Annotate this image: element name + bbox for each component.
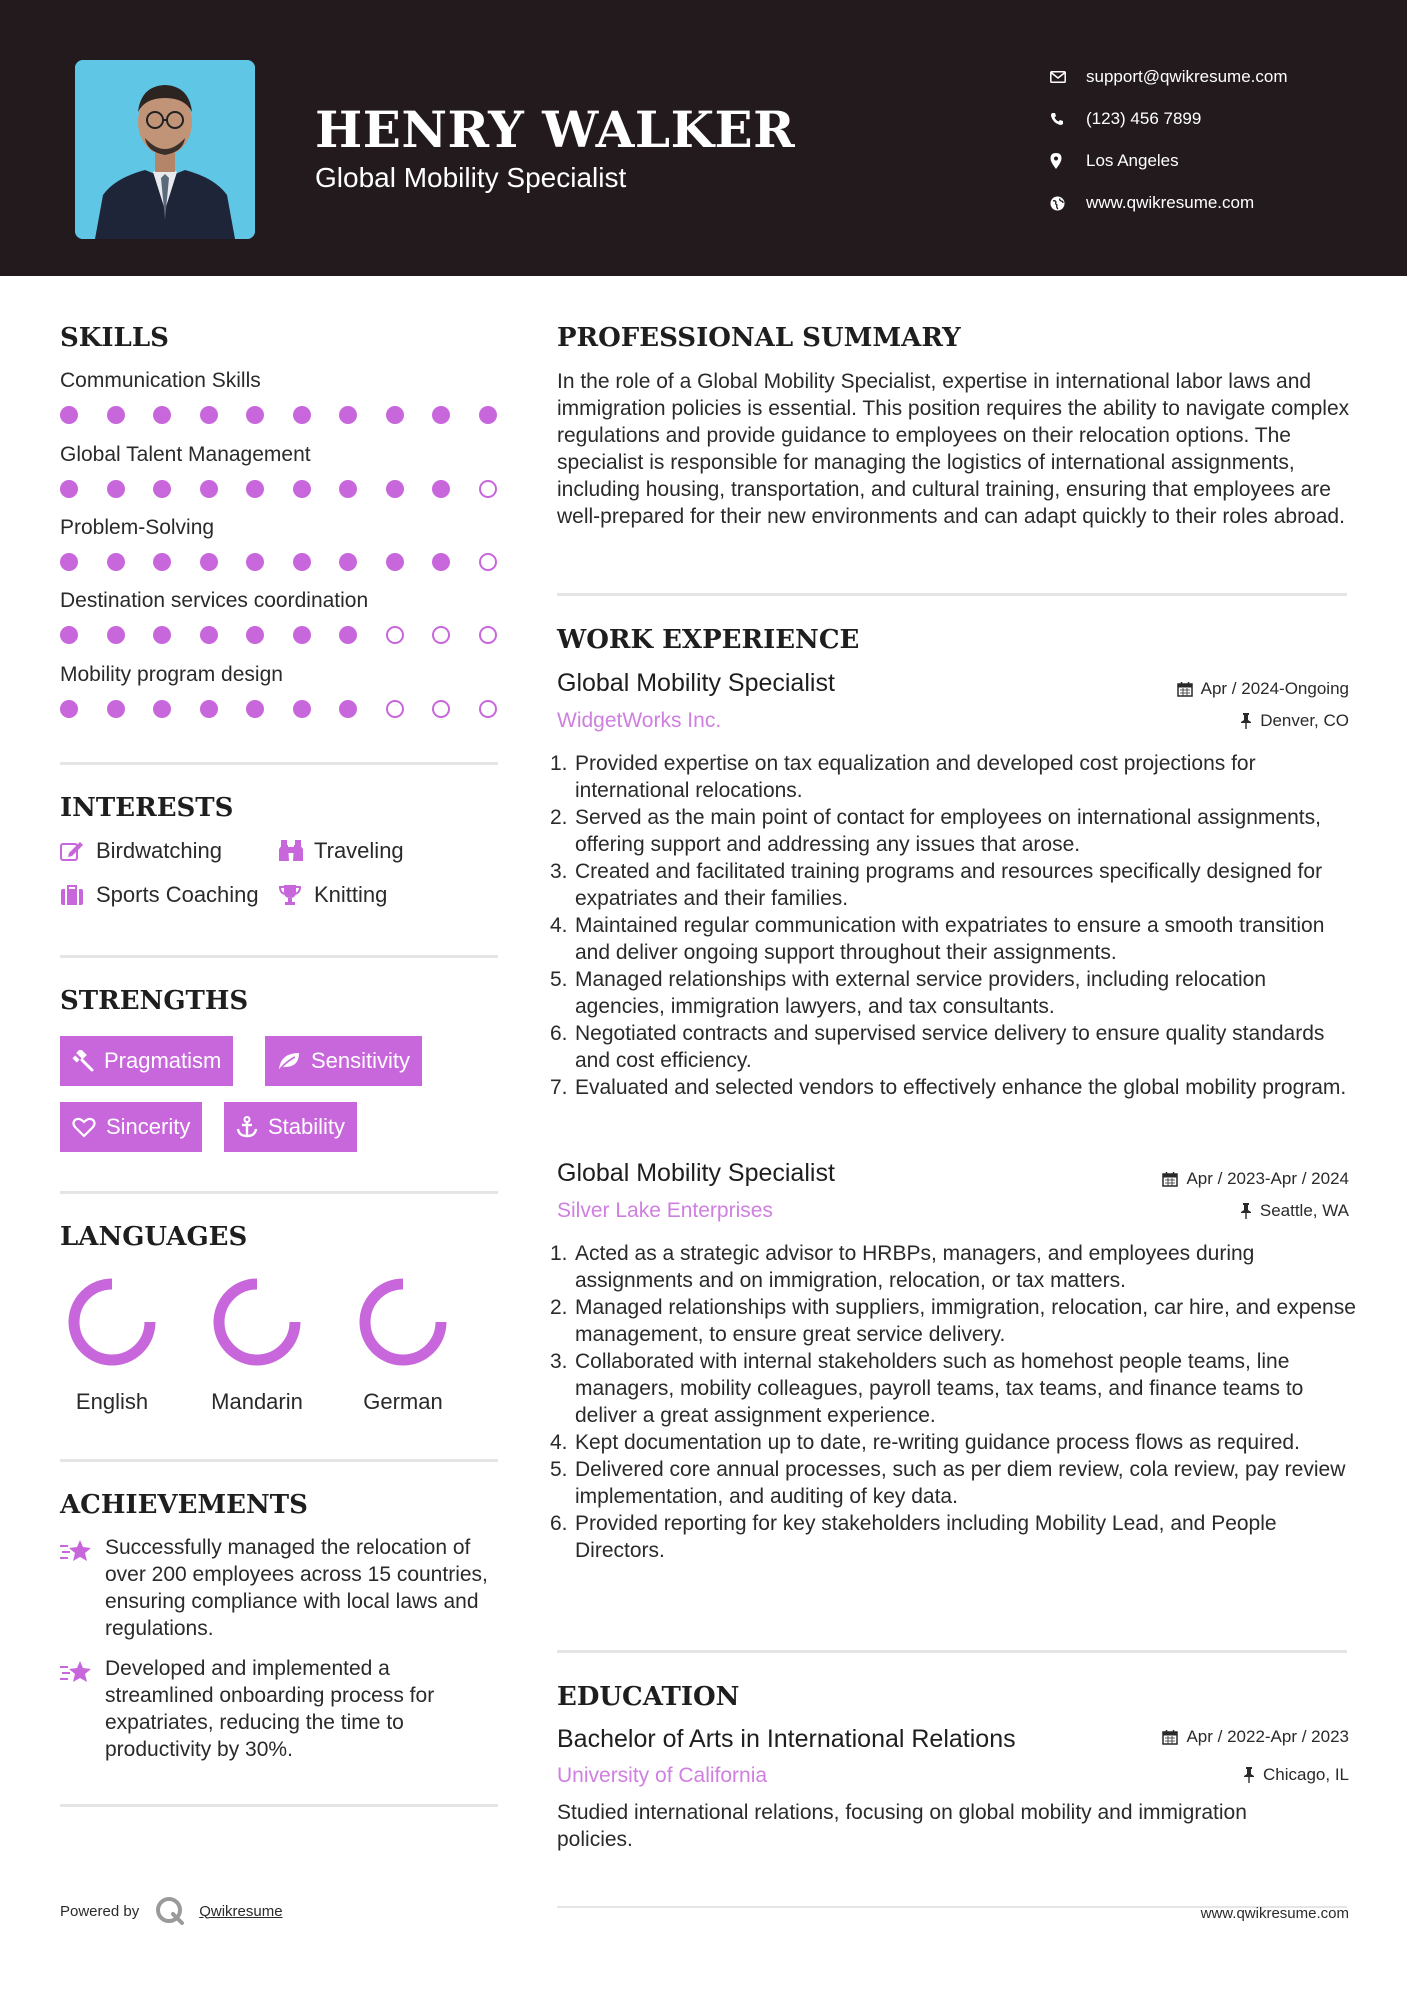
job-location-text: Denver, CO xyxy=(1260,711,1349,730)
skill-dot-empty xyxy=(479,626,497,644)
list-item: 6. Negotiated contracts and supervised service delivery to ensure quality standards and cost efficiency. xyxy=(550,1022,1325,1072)
skill-dot-empty xyxy=(479,700,497,718)
pushpin-icon xyxy=(1243,1767,1255,1783)
skill-dot-filled xyxy=(107,553,125,571)
list-item: 5. Managed relationships with external service providers, including relocation agencies, immigration lawyers, and tax consultants. xyxy=(550,968,1267,1018)
achievements-heading: ACHIEVEMENTS xyxy=(60,1490,308,1520)
skill-dot-filled xyxy=(479,406,497,424)
phone-icon xyxy=(1050,112,1086,126)
strength-tag xyxy=(224,1102,357,1152)
interest-item xyxy=(278,838,404,864)
achievement-text: Developed and implemented a streamlined onboarding process for expatriates, reducing the time to productivity by 30%. xyxy=(105,1657,435,1761)
strength-label: Sensitivity xyxy=(311,1048,411,1073)
skill-dot-filled xyxy=(246,700,264,718)
education-dates-text: Apr / 2022-Apr / 2023 xyxy=(1186,1727,1349,1746)
language-label: German xyxy=(363,1389,443,1414)
skill-dot-filled xyxy=(339,700,357,718)
skill-rating xyxy=(60,698,500,718)
strength-label: Pragmatism xyxy=(104,1048,222,1073)
skill-dot-empty xyxy=(479,553,497,571)
company-name: Silver Lake Enterprises xyxy=(557,1199,773,1222)
contact-website[interactable] xyxy=(1050,182,1390,224)
interest-label: Knitting xyxy=(314,882,388,907)
section-divider xyxy=(60,955,498,958)
briefcase-icon xyxy=(60,884,96,906)
interest-item xyxy=(60,838,222,864)
contact-email[interactable] xyxy=(1050,56,1390,98)
skill-rating xyxy=(60,478,500,498)
section-divider xyxy=(60,1804,498,1807)
contact-email-text: support@qwikresume.com xyxy=(1086,67,1288,86)
education-description: Studied international relations, focusing on global mobility and immigration policies. xyxy=(557,1801,1247,1851)
pencil-square-icon xyxy=(60,840,96,862)
skill-dot-filled xyxy=(293,626,311,644)
language-label: English xyxy=(75,1389,149,1414)
language-level-arc xyxy=(74,1284,150,1360)
section-divider xyxy=(60,1459,498,1462)
skill-dot-empty xyxy=(432,626,450,644)
interest-label: Traveling xyxy=(314,838,404,863)
section-divider xyxy=(557,593,1347,596)
anchor-icon xyxy=(236,1116,258,1138)
skill-label: Mobility program design xyxy=(60,663,283,686)
powered-by-text: Powered by xyxy=(60,1902,140,1920)
language-item xyxy=(353,1272,453,1414)
skill-dot-filled xyxy=(386,553,404,571)
skill-dot-filled xyxy=(200,700,218,718)
list-item: 1. Acted as a strategic advisor to HRBPs, managers, and employees during assignments and on immigration, relocation, or tax matters. xyxy=(550,1242,1255,1292)
strength-label: Stability xyxy=(268,1114,346,1139)
list-item: 5. Delivered core annual processes, such as per diem review, cola review, pay review implementation, and auditing of key data. xyxy=(550,1458,1346,1508)
contact-phone-text: (123) 456 7899 xyxy=(1086,109,1202,128)
job-location xyxy=(1240,1201,1349,1221)
skill-dot-filled xyxy=(107,480,125,498)
calendar-icon xyxy=(1162,1171,1178,1187)
pushpin-icon xyxy=(1240,1203,1252,1219)
language-level-ring xyxy=(353,1272,453,1372)
education-heading: EDUCATION xyxy=(557,1682,740,1712)
skill-dot-filled xyxy=(107,626,125,644)
section-divider xyxy=(60,1191,498,1194)
skills-heading: SKILLS xyxy=(60,323,169,353)
language-item xyxy=(62,1272,162,1414)
skill-label: Destination services coordination xyxy=(60,589,369,612)
interest-label: Sports Coaching xyxy=(96,882,259,907)
list-item: 3. Created and facilitated training programs and resources specifically designed for expatriates and their families. xyxy=(550,860,1323,910)
list-item: 1. Provided expertise on tax equalization and developed cost projections for international relocations. xyxy=(550,752,1256,802)
skill-dot-filled xyxy=(246,406,264,424)
list-item: 2. Managed relationships with suppliers, immigration, relocation, car hire, and expense management, to ensure great service delivery. xyxy=(550,1296,1356,1346)
interest-item xyxy=(60,882,259,908)
skill-dot-empty xyxy=(386,700,404,718)
contact-location-text: Los Angeles xyxy=(1086,151,1179,170)
contact-phone[interactable] xyxy=(1050,98,1390,140)
skill-dot-filled xyxy=(200,626,218,644)
skill-dot-filled xyxy=(107,700,125,718)
strength-tag xyxy=(265,1036,422,1086)
degree-title: Bachelor of Arts in International Relations xyxy=(557,1725,1016,1753)
company-name: WidgetWorks Inc. xyxy=(557,709,722,732)
skill-dot-filled xyxy=(339,626,357,644)
interest-item xyxy=(278,882,387,908)
skill-dot-filled xyxy=(60,626,78,644)
skill-dot-filled xyxy=(293,480,311,498)
language-level-arc xyxy=(219,1284,295,1360)
skill-dot-filled xyxy=(339,406,357,424)
education-location xyxy=(1243,1765,1349,1785)
contact-website-text: www.qwikresume.com xyxy=(1086,193,1255,212)
skill-dot-filled xyxy=(200,553,218,571)
summary-heading: PROFESSIONAL SUMMARY xyxy=(557,323,961,353)
skill-dot-filled xyxy=(339,480,357,498)
qwikresume-link[interactable]: Qwikresume xyxy=(199,1902,283,1920)
skill-dot-empty xyxy=(432,700,450,718)
skill-dot-filled xyxy=(246,480,264,498)
footer-powered-by xyxy=(60,1896,283,1926)
map-marker-icon xyxy=(1050,153,1086,169)
skill-dot-filled xyxy=(246,626,264,644)
skill-label: Problem-Solving xyxy=(60,516,215,539)
candidate-title: Global Mobility Specialist xyxy=(315,162,627,193)
trophy-icon xyxy=(278,884,314,906)
skill-dot-filled xyxy=(60,406,78,424)
skill-dot-filled xyxy=(107,406,125,424)
profile-photo xyxy=(75,60,255,239)
interests-heading: INTERESTS xyxy=(60,793,234,823)
list-item: 6. Provided reporting for key stakeholders including Mobility Lead, and People Directors. xyxy=(550,1512,1277,1562)
skill-rating xyxy=(60,404,500,424)
binoculars-icon xyxy=(278,839,314,863)
skill-dot-empty xyxy=(479,480,497,498)
language-label: Mandarin xyxy=(211,1389,303,1414)
globe-icon xyxy=(1050,196,1086,211)
skill-dot-filled xyxy=(432,480,450,498)
candidate-name: HENRY WALKER xyxy=(315,100,796,159)
job-dates-text: Apr / 2023-Apr / 2024 xyxy=(1186,1169,1349,1188)
skill-dot-filled xyxy=(60,480,78,498)
skill-dot-filled xyxy=(200,480,218,498)
skill-rating xyxy=(60,624,500,644)
skill-dot-filled xyxy=(60,553,78,571)
profile-photo-illustration xyxy=(75,60,255,239)
job-responsibilities xyxy=(550,750,1357,1101)
achievement-item xyxy=(60,1655,500,1763)
shooting-star-icon xyxy=(60,1534,105,1642)
job-responsibilities xyxy=(550,1240,1357,1564)
section-divider xyxy=(60,762,498,765)
skill-dot-filled xyxy=(432,553,450,571)
list-item: 4. Maintained regular communication with expatriates to ensure a smooth transition and deliver ongoing support throughout their assignments. xyxy=(550,914,1325,964)
list-item: 2. Served as the main point of contact for employees on international assignments, offering support and addressing any issues that arose. xyxy=(550,806,1321,856)
footer-website-link[interactable]: www.qwikresume.com xyxy=(1200,1905,1349,1922)
skill-dot-filled xyxy=(153,626,171,644)
job-dates xyxy=(1162,1169,1349,1189)
qwikresume-logo-icon xyxy=(155,1896,185,1926)
language-item xyxy=(207,1272,307,1414)
skill-rating xyxy=(60,551,500,571)
skill-dot-filled xyxy=(386,480,404,498)
contact-list xyxy=(1050,56,1390,224)
skill-dot-filled xyxy=(153,480,171,498)
job-title: Global Mobility Specialist xyxy=(557,1159,835,1187)
skill-dot-filled xyxy=(432,406,450,424)
skill-dot-filled xyxy=(293,553,311,571)
job-dates xyxy=(1177,679,1349,699)
language-level-arc xyxy=(365,1284,441,1360)
achievement-text: Successfully managed the relocation of over 200 employees across 15 countries, ensuring compliance with local laws and regulations. xyxy=(105,1536,488,1640)
skill-dot-empty xyxy=(386,626,404,644)
list-item: 3. Collaborated with internal stakeholders such as homehost people teams, line managers, mobility colleagues, payroll teams, tax teams, and finance teams to deliver a great assignment experience. xyxy=(550,1350,1304,1427)
skill-dot-filled xyxy=(60,700,78,718)
experience-heading: WORK EXPERIENCE xyxy=(557,625,860,655)
languages-heading: LANGUAGES xyxy=(60,1222,248,1252)
heart-icon xyxy=(72,1117,96,1138)
language-level-ring xyxy=(207,1272,307,1372)
skill-dot-filled xyxy=(246,553,264,571)
section-divider xyxy=(557,1650,1347,1653)
skill-dot-filled xyxy=(153,553,171,571)
skill-dot-filled xyxy=(200,406,218,424)
pushpin-icon xyxy=(1240,713,1252,729)
skill-label: Communication Skills xyxy=(60,369,261,392)
school-name: University of California xyxy=(557,1764,768,1787)
interest-label: Birdwatching xyxy=(96,838,222,863)
calendar-icon xyxy=(1162,1729,1178,1745)
strength-tag xyxy=(60,1102,202,1152)
envelope-icon xyxy=(1050,71,1086,83)
skill-dot-filled xyxy=(293,700,311,718)
skill-label: Global Talent Management xyxy=(60,443,311,466)
strengths-heading: STRENGTHS xyxy=(60,986,249,1016)
gavel-icon xyxy=(72,1050,94,1072)
language-level-ring xyxy=(62,1272,162,1372)
contact-location xyxy=(1050,140,1390,182)
shooting-star-icon xyxy=(60,1655,105,1763)
skill-dot-filled xyxy=(153,700,171,718)
strength-tag xyxy=(60,1036,233,1086)
list-item: 7. Evaluated and selected vendors to effectively enhance the global mobility program. xyxy=(550,1076,1347,1099)
skill-dot-filled xyxy=(339,553,357,571)
education-location-text: Chicago, IL xyxy=(1263,1765,1349,1784)
summary-text: In the role of a Global Mobility Specialist, expertise in international labor laws and immigration policies is essential. This position requires the ability to navigate complex regulations and provide guidance to employees on their relocation options. The specialist is responsible for managing the logistics of international assignments, including housing, transportation, and cultural training, ensuring that employees are well-prepared for their new environments and can adapt quickly to their roles abroad. xyxy=(557,370,1350,528)
calendar-icon xyxy=(1177,681,1193,697)
job-location-text: Seattle, WA xyxy=(1259,1201,1349,1220)
achievement-item xyxy=(60,1534,500,1642)
job-title: Global Mobility Specialist xyxy=(557,669,835,697)
job-location xyxy=(1240,711,1349,731)
list-item: 4. Kept documentation up to date, re-writing guidance process flows as required. xyxy=(550,1431,1300,1454)
leaf-icon xyxy=(277,1051,301,1071)
skill-dot-filled xyxy=(293,406,311,424)
skill-dot-filled xyxy=(153,406,171,424)
strength-label: Sincerity xyxy=(106,1114,191,1139)
education-dates xyxy=(1162,1727,1349,1747)
skill-dot-filled xyxy=(386,406,404,424)
resume-header xyxy=(0,0,1407,276)
job-dates-text: Apr / 2024-Ongoing xyxy=(1200,679,1349,698)
